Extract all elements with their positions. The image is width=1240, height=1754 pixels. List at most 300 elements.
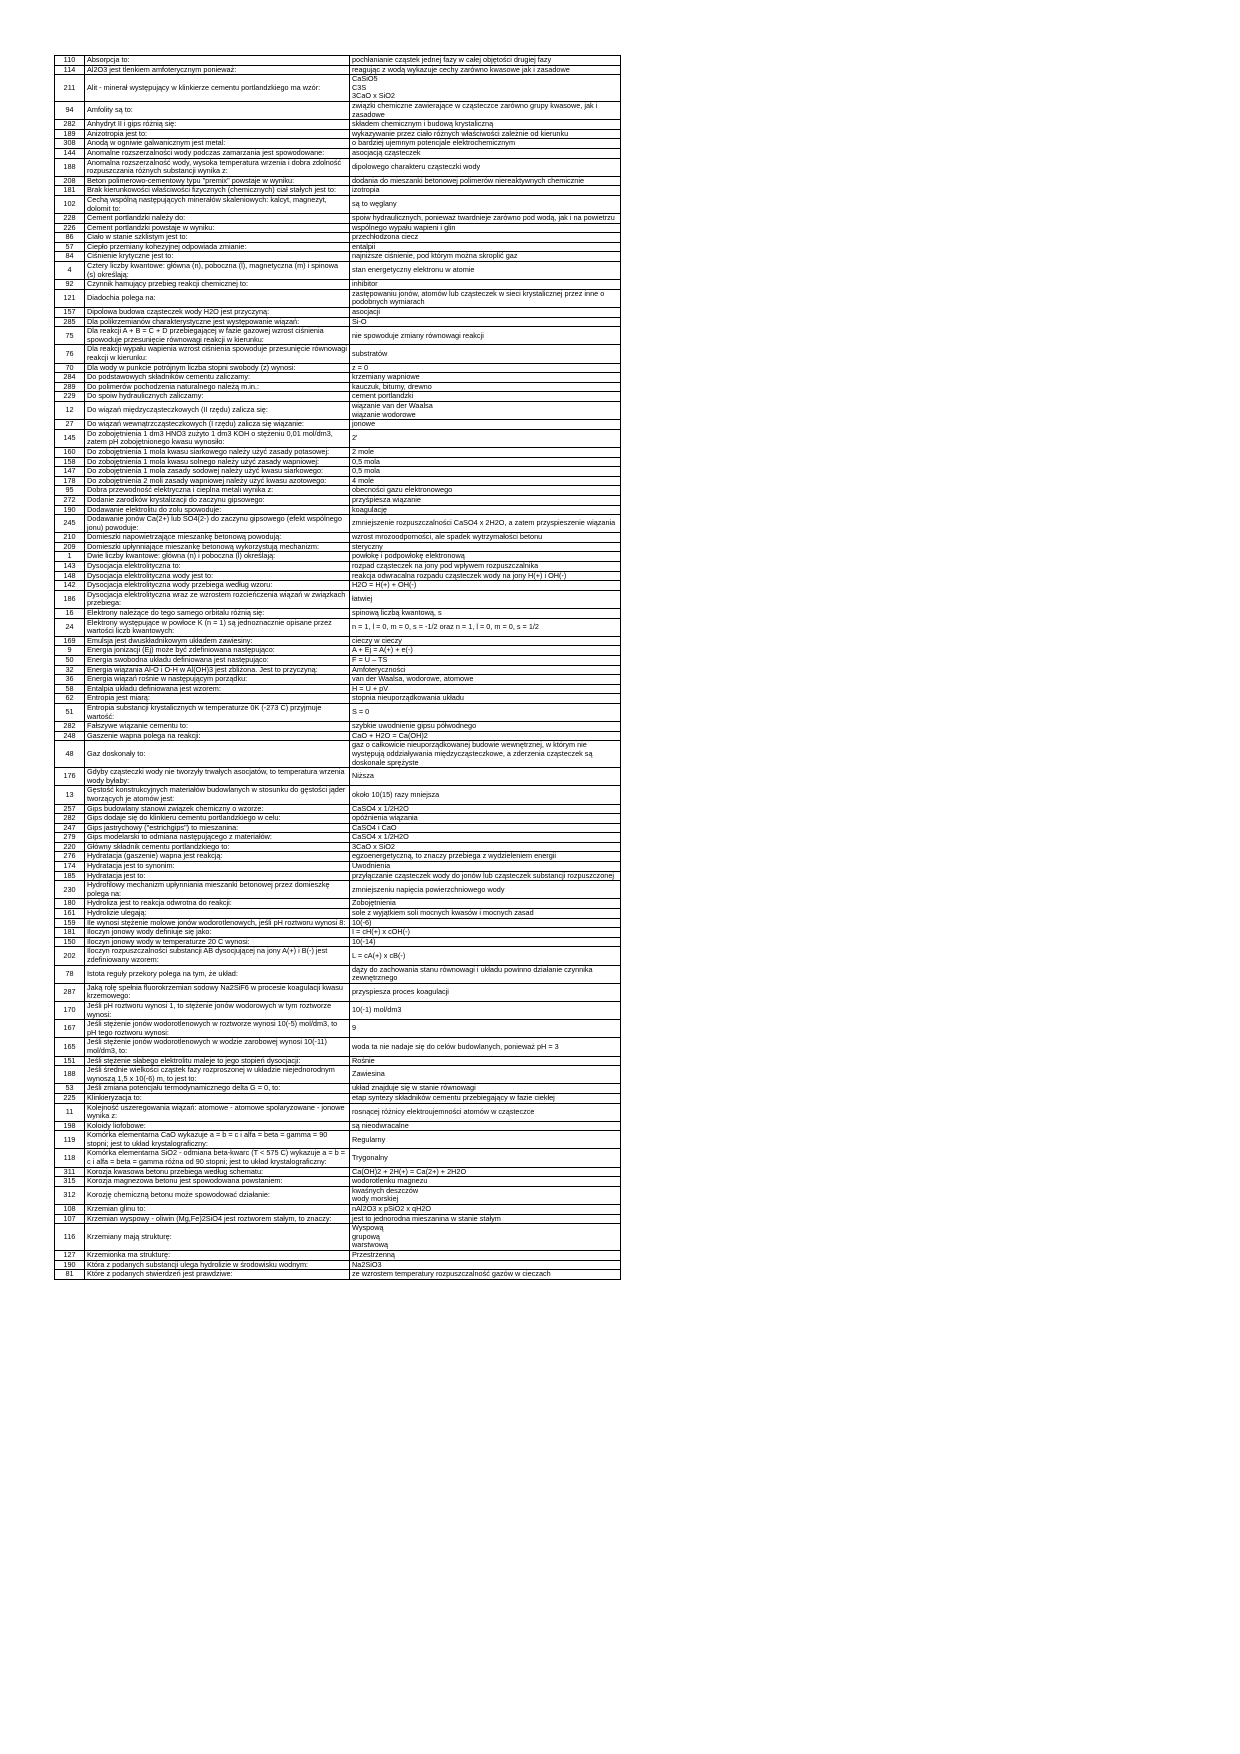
question-text: Hydrofilowy mechanizm upłynniania mieszanki betonowej przez domieszkę polega na: [85,881,350,899]
question-number: 58 [55,684,85,694]
table-row [55,401,621,419]
answer-text: nAl2O3 x pSiO2 x qH2O [350,1205,621,1215]
question-text: Dodawanie elektrolitu do zolu spowoduje: [85,505,350,515]
table-row [55,937,621,947]
table-row [55,983,621,1001]
answer-text: 2 mole [350,447,621,457]
table-row [55,1103,621,1121]
answer-text: steryczny [350,542,621,552]
question-text: Absorpcja to: [85,56,350,66]
question-text: Anomalne rozszerzalności wody podczas zamarzania jest spowodowane: [85,148,350,158]
question-text: Anodą w ogniwie galwanicznym jest metal: [85,139,350,149]
answer-text: dodania do mieszanki betonowej polimerów niereaktywnych chemicznie [350,176,621,186]
answer-text: kauczuk, bitumy, drewno [350,382,621,392]
answer-text: inhibitor [350,280,621,290]
question-number: 158 [55,457,85,467]
table-row [55,1260,621,1270]
answer-text: asocjacją cząsteczek [350,148,621,158]
question-number: 145 [55,429,85,447]
question-text: Ciało w stanie szklistym jest to: [85,233,350,243]
question-text: Krzemiany mają strukturę: [85,1224,350,1251]
answer-text: stopnia nieuporządkowania układu [350,694,621,704]
answer-text: rozpad cząsteczek na jony pod wpływem rozpuszczalnika [350,562,621,572]
table-row [55,618,621,636]
table-row [55,252,621,262]
question-text: Gęstość konstrukcyjnych materiałów budowlanych w stosunku do gęstości jąder tworzących je atomów jest: [85,786,350,804]
answer-text: Przestrzenną [350,1251,621,1261]
table-row [55,214,621,224]
question-text: Elektrony należące do tego samego orbitalu różnią się: [85,609,350,619]
table-row [55,373,621,383]
answer-text: woda ta nie nadaje się do celów budowlanych, ponieważ pH = 3 [350,1038,621,1056]
answer-text: jest to jednorodna mieszanina w stanie stałym [350,1214,621,1224]
question-number: 312 [55,1186,85,1204]
table-row [55,833,621,843]
question-number: 285 [55,317,85,327]
question-text: Dla reakcji A + B = C + D przebiegającej w fazie gazowej wzrost ciśnienia spowoduje przesunięcie równowagi reakcji w kierunku: [85,327,350,345]
question-text: Dodanie zarodków krystalizacji do zaczynu gipsowego: [85,495,350,505]
table-row [55,703,621,721]
question-text: Hydratacja jest to synonim: [85,862,350,872]
question-text: Anizotropia jest to: [85,129,350,139]
answer-text: I = cH(+) x cOH(-) [350,928,621,938]
table-row [55,722,621,732]
table-row [55,1149,621,1167]
question-text: Która z podanych substancji ulega hydrolizie w środowisku wodnym: [85,1260,350,1270]
question-number: 12 [55,401,85,419]
answer-text: wzrost mrozoodporności, ale spadek wytrzymałości betonu [350,533,621,543]
question-number: 13 [55,786,85,804]
table-row [55,148,621,158]
question-text: Energia wiązań rośnie w następującym porządku: [85,675,350,685]
answer-text: reagując z wodą wykazuje cechy zarówno kwasowe jak i zasadowe [350,65,621,75]
question-answer-sheet [54,55,617,1280]
question-text: Beton polimerowo-cementowy typu "premix" powstaje w wyniku: [85,176,350,186]
table-row [55,786,621,804]
question-number: 190 [55,505,85,515]
question-text: Do zobojętnienia 1 mola kwasu siarkowego należy użyć zasady potasowej: [85,447,350,457]
table-row [55,223,621,233]
question-text: Domieszki napowietrzające mieszankę betonową powodują: [85,533,350,543]
table-row [55,842,621,852]
table-row [55,1186,621,1204]
answer-text: wiązanie van der Waalsa wiązanie wodorowe [350,401,621,419]
table-row [55,195,621,213]
question-number: 188 [55,1066,85,1084]
question-text: Entropia jest miarą: [85,694,350,704]
answer-text: van der Waalsa, wodorowe, atomowe [350,675,621,685]
table-row [55,814,621,824]
table-row [55,129,621,139]
question-number: 186 [55,590,85,608]
question-number: 118 [55,1149,85,1167]
table-row [55,476,621,486]
question-text: Dipolowa budowa cząsteczek wody H2O jest przyczyną: [85,308,350,318]
answer-text: 2' [350,429,621,447]
table-row [55,636,621,646]
question-text: Diadochia polega na: [85,289,350,307]
question-number: 11 [55,1103,85,1121]
question-text: Cztery liczby kwantowe: główna (n), poboczna (l), magnetyczna (m) i spinowa (s) określają: [85,262,350,280]
table-row [55,515,621,533]
question-number: 119 [55,1131,85,1149]
question-text: Do wiązań międzycząsteczkowych (II rzędu) zalicza się: [85,401,350,419]
table-row [55,581,621,591]
answer-text: przyspiesza proces koagulacji [350,983,621,1001]
table-row [55,420,621,430]
table-row [55,562,621,572]
table-row [55,457,621,467]
question-text: Anhydryt II i gips różnią się: [85,120,350,130]
answer-text: Amfoteryczności [350,665,621,675]
table-row [55,382,621,392]
question-text: Cement portlandzki powstaje w wyniku: [85,223,350,233]
question-text: Jeśli stężenie jonów wodorotlenowych w roztworze wynosi 10(-5) mol/dm3, to pH tego roztworu wynosi: [85,1020,350,1038]
question-text: Gips modelarski to odmiana następującego z materiałów: [85,833,350,843]
question-text: Komórka elementarna SiO2 - odmiana beta-kwarc (T < 575 C) wykazuje a = b = c i alfa = beta = gamma różna od 90 stopni; jest to układ krystalograficzny: [85,1149,350,1167]
question-number: 311 [55,1167,85,1177]
question-text: Dysocjacja elektrolityczna wody przebiega według wzoru: [85,581,350,591]
question-text: Gips jastrychowy ("estrichgips") to mieszanina: [85,823,350,833]
table-row [55,75,621,102]
table-row [55,120,621,130]
answer-text: koagulację [350,505,621,515]
question-text: Ciśnienie krytyczne jest to: [85,252,350,262]
table-row [55,1020,621,1038]
question-number: 110 [55,56,85,66]
answer-text: Rośnie [350,1056,621,1066]
answer-text: kwaśnych deszczów wody morskiej [350,1186,621,1204]
answer-text: sole z wyjątkiem soli mocnych kwasów i mocnych zasad [350,909,621,919]
question-text: Dla wody w punkcie potrójnym liczba stopni swobody (z) wynosi: [85,363,350,373]
question-number: 220 [55,842,85,852]
question-text: Entropia substancji krystalicznych w temperaturze 0K (-273 C) przyjmuje wartość: [85,703,350,721]
answer-text: spinową liczbą kwantową, s [350,609,621,619]
table-row [55,467,621,477]
answer-text: Uwodnienia [350,862,621,872]
answer-text: wykazywanie przez ciało różnych właściwości zależnie od kierunku [350,129,621,139]
question-number: 282 [55,814,85,824]
table-row [55,1066,621,1084]
answer-text: CaSO4 i CaO [350,823,621,833]
question-text: Jeśli stężenie słabego elektrolitu maleje to jego stopień dysocjacji: [85,1056,350,1066]
answer-text: spoiw hydraulicznych, ponieważ twardnieje zarówno pod wodą, jak i na powietrzu [350,214,621,224]
question-number: 108 [55,1205,85,1215]
question-text: Dysocjacja elektrolityczna wody jest to: [85,571,350,581]
question-text: Klinkieryzacja to: [85,1093,350,1103]
question-number: 208 [55,176,85,186]
answer-text: L = cA(+) x cB(-) [350,947,621,965]
question-text: Jeśli stężenie jonów wodorotlenowych w wodzie zarobowej wynosi 10(-11) mol/dm3, to: [85,1038,350,1056]
table-row [55,909,621,919]
question-text: Krzemian glinu to: [85,1205,350,1215]
table-row [55,542,621,552]
question-number: 247 [55,823,85,833]
question-text: Gdyby cząsteczki wody nie tworzyły trwałych asocjatów, to temperatura wrzenia wody byłaby: [85,768,350,786]
question-number: 180 [55,899,85,909]
question-number: 157 [55,308,85,318]
table-row [55,101,621,119]
table-row [55,505,621,515]
question-number: 4 [55,262,85,280]
question-number: 282 [55,120,85,130]
question-text: Energia swobodna układu definiowana jest następująco: [85,656,350,666]
question-number: 209 [55,542,85,552]
table-row [55,804,621,814]
answer-text: z = 0 [350,363,621,373]
table-row [55,590,621,608]
answer-text: cieczy w cieczy [350,636,621,646]
table-row [55,899,621,909]
answer-text: obecności gazu elektronowego [350,486,621,496]
table-row [55,317,621,327]
answer-text: wspólnego wypału wapieni i glin [350,223,621,233]
table-row [55,262,621,280]
question-text: Do polimerów pochodzenia naturalnego należą m.in.: [85,382,350,392]
question-text: Komórka elementarna CaO wykazuje a = b = c i alfa = beta = gamma = 90 stopni; jest to układ krystalograficzny: [85,1131,350,1149]
table-row [55,65,621,75]
question-number: 144 [55,148,85,158]
question-number: 188 [55,158,85,176]
question-text: Jaką rolę spełnia fluorokrzemian sodowy Na2SiF6 w procesie koagulacji kwasu krzemowego: [85,983,350,1001]
answer-text: 4 mole [350,476,621,486]
question-number: 289 [55,382,85,392]
question-text: Do zobojętnienia 1 dm3 HNO3 zużyto 1 dm3 KOH o stężeniu 0,01 mol/dm3, zatem pH zobojętnionego kwasu wynosiło: [85,429,350,447]
qa-table-body [55,56,621,1280]
question-number: 95 [55,486,85,496]
answer-text: n = 1, l = 0, m = 0, s = -1/2 oraz n = 1, l = 0, m = 0, s = 1/2 [350,618,621,636]
question-text: Korozja magnezowa betonu jest spowodowana powstaniem: [85,1177,350,1187]
question-text: Do zobojętnienia 1 mola kwasu solnego należy użyć zasady wapniowej: [85,457,350,467]
table-row [55,1121,621,1131]
question-number: 48 [55,741,85,768]
table-row [55,495,621,505]
answer-text: gaz o całkowicie nieuporządkowanej budowie wewnętrznej, w którym nie występują oddziaływania międzycząsteczkowe, a zderzenia cząsteczek są doskonale sprężyste [350,741,621,768]
question-number: 284 [55,373,85,383]
question-text: Entalpia układu definiowana jest wzorem: [85,684,350,694]
answer-text: układ znajduje się w stanie równowagi [350,1084,621,1094]
question-text: Korozja kwasowa betonu przebiega według schematu: [85,1167,350,1177]
question-number: 114 [55,65,85,75]
answer-text: składem chemicznym i budową krystaliczną [350,120,621,130]
question-text: Energia wiązania Al-O i O-H w Al(OH)3 jest zbliżona. Jest to przyczyną: [85,665,350,675]
question-number: 150 [55,937,85,947]
question-number: 181 [55,186,85,196]
question-number: 159 [55,918,85,928]
table-row [55,881,621,899]
table-row [55,947,621,965]
answer-text: dąży do zachowania stanu równowagi i układu powinno działanie czynnika zewnętrznego [350,965,621,983]
question-number: 86 [55,233,85,243]
question-number: 92 [55,280,85,290]
question-text: Fałszywe wiązanie cementu to: [85,722,350,732]
question-text: Do spoiw hydraulicznych zaliczamy: [85,392,350,402]
answer-text: są nieodwracalne [350,1121,621,1131]
table-row [55,1270,621,1280]
question-number: 181 [55,928,85,938]
question-text: Ciepło przemiany kohezyjnej odpowiada zmianie: [85,242,350,252]
question-number: 151 [55,1056,85,1066]
question-number: 230 [55,881,85,899]
table-row [55,327,621,345]
table-row [55,56,621,66]
question-number: 176 [55,768,85,786]
question-number: 75 [55,327,85,345]
question-number: 229 [55,392,85,402]
answer-text: CaSiO5 C3S 3CaO x SiO2 [350,75,621,102]
question-text: Iloczyn jonowy wody w temperaturze 20 C wynosi: [85,937,350,947]
question-number: 210 [55,533,85,543]
answer-text: krzemiany wapniowe [350,373,621,383]
question-number: 160 [55,447,85,457]
answer-text: S = 0 [350,703,621,721]
answer-text: najniższe ciśnienie, pod którym można skroplić gaz [350,252,621,262]
question-number: 116 [55,1224,85,1251]
table-row [55,1084,621,1094]
question-number: 248 [55,731,85,741]
question-text: Domieszki upłynniające mieszankę betonową wykorzystują mechanizm: [85,542,350,552]
question-text: Iloczyn rozpuszczalności substancji AB dysocjującej na jony A(+) i B(-) jest zdefiniowany wzorem: [85,947,350,965]
question-text: Korozję chemiczną betonu może spowodować działanie: [85,1186,350,1204]
table-row [55,1131,621,1149]
question-number: 1 [55,552,85,562]
answer-text: Niższa [350,768,621,786]
answer-text: wodorotlenku magnezu [350,1177,621,1187]
answer-text: CaO + H2O = Ca(OH)2 [350,731,621,741]
answer-text: Trygonalny [350,1149,621,1167]
question-text: Hydratacja jest to: [85,871,350,881]
question-text: Hydrolizie ulegają: [85,909,350,919]
question-text: Dla reakcji wypału wapienia wzrost ciśnienia spowoduje przesunięcie równowagi reakcji w kierunku: [85,345,350,363]
question-text: Dla polikrzemianów charakterystyczne jest występowanie wiązań: [85,317,350,327]
question-number: 225 [55,1093,85,1103]
table-row [55,1056,621,1066]
answer-text: związki chemiczne zawierające w cząsteczce zarówno grupy kwasowe, jak i zasadowe [350,101,621,119]
answer-text: asocjacji [350,308,621,318]
answer-text: nie spowoduje zmiany równowagi reakcji [350,327,621,345]
question-number: 84 [55,252,85,262]
question-number: 315 [55,1177,85,1187]
question-text: Główny składnik cementu portlandzkiego to: [85,842,350,852]
answer-text: CaSO4 x 1/2H2O [350,833,621,843]
table-row [55,684,621,694]
answer-text: H2O = H(+) + OH(-) [350,581,621,591]
question-number: 70 [55,363,85,373]
answer-text: 10(-6) [350,918,621,928]
question-number: 185 [55,871,85,881]
answer-text: są to węglany [350,195,621,213]
table-row [55,139,621,149]
table-row [55,1224,621,1251]
table-row [55,665,621,675]
qa-table [54,55,621,1280]
question-text: Do zobojętnienia 2 moli zasady wapniowej należy użyć kwasu azotowego: [85,476,350,486]
table-row [55,447,621,457]
answer-text: rosnącej różnicy elektroujemności atomów w cząsteczce [350,1103,621,1121]
table-row [55,571,621,581]
question-number: 287 [55,983,85,1001]
table-row [55,823,621,833]
question-number: 308 [55,139,85,149]
table-row [55,242,621,252]
question-text: Dodawanie jonów Ca(2+) lub SO4(2-) do zaczynu gipsowego (efekt wspólnego jonu) powoduje: [85,515,350,533]
question-text: Do podstawowych składników cementu zaliczamy: [85,373,350,383]
answer-text: o bardziej ujemnym potencjale elektrochemicznym [350,139,621,149]
question-number: 36 [55,675,85,685]
table-row [55,1251,621,1261]
question-number: 147 [55,467,85,477]
question-number: 127 [55,1251,85,1261]
question-number: 198 [55,1121,85,1131]
table-row [55,656,621,666]
question-number: 32 [55,665,85,675]
question-text: Cement portlandzki należy do: [85,214,350,224]
question-text: Jeśli średnie wielkości cząstek fazy rozproszonej w układzie niejednorodnym wynoszą 1,5 x 10(-6) m, to jest to: [85,1066,350,1084]
question-text: Brak kierunkowości właściwości fizycznych (chemicznych) ciał stałych jest to: [85,186,350,196]
answer-text: izotropia [350,186,621,196]
answer-text: zastępowaniu jonów, atomów lub cząsteczek w sieci krystalicznej przez inne o podobnych wymiarach [350,289,621,307]
answer-text: stan energetyczny elektronu w atomie [350,262,621,280]
question-number: 62 [55,694,85,704]
question-text: Hydratacja (gaszenie) wapna jest reakcją: [85,852,350,862]
question-number: 121 [55,289,85,307]
question-text: Które z podanych stwierdzeń jest prawdziwe: [85,1270,350,1280]
question-text: Energia jonizacji (Ej) może być zdefiniowana następująco: [85,646,350,656]
question-number: 57 [55,242,85,252]
question-number: 202 [55,947,85,965]
question-number: 142 [55,581,85,591]
question-number: 170 [55,1001,85,1019]
question-number: 102 [55,195,85,213]
question-text: Jeśli pH roztworu wynosi 1, to stężenie jonów wodorowych w tym roztworze wynosi: [85,1001,350,1019]
answer-text: 0,5 mola [350,457,621,467]
table-row [55,871,621,881]
table-row [55,1038,621,1056]
answer-text: 0,5 mola [350,467,621,477]
answer-text: szybkie uwodnienie gipsu półwodnego [350,722,621,732]
answer-text: CaSO4 x 1/2H2O [350,804,621,814]
table-row [55,186,621,196]
answer-text: około 10(15) razy mniejsza [350,786,621,804]
question-text: Dysocjacja elektrolityczna to: [85,562,350,572]
answer-text: A + Ej = A(+) + e(-) [350,646,621,656]
question-text: Dobra przewodność elektryczna i cieplna metali wynika z: [85,486,350,496]
answer-text: przyśpiesza wiązanie [350,495,621,505]
question-number: 282 [55,722,85,732]
question-number: 211 [55,75,85,102]
question-text: Dwie liczby kwantowe: główna (n) i poboczna (l) określają: [85,552,350,562]
table-row [55,768,621,786]
answer-text: Zobojętnienia [350,899,621,909]
question-text: Al2O3 jest tlenkiem amfoterycznym ponieważ: [85,65,350,75]
table-row [55,731,621,741]
answer-text: Na2SiO3 [350,1260,621,1270]
question-text: Amfolity są to: [85,101,350,119]
table-row [55,862,621,872]
answer-text: 9 [350,1020,621,1038]
question-text: Do zobojętnienia 1 mola zasady sodowej należy użyć kwasu siarkowego: [85,467,350,477]
answer-text: powłokę i podpowłokę elektronową [350,552,621,562]
answer-text: F = U – TS [350,656,621,666]
answer-text: 3CaO x SiO2 [350,842,621,852]
answer-text: pochłanianie cząstek jednej fazy w całej objętości drugiej fazy [350,56,621,66]
question-number: 257 [55,804,85,814]
table-row [55,429,621,447]
question-number: 51 [55,703,85,721]
question-number: 9 [55,646,85,656]
answer-text: jonowe [350,420,621,430]
answer-text: przyłączanie cząsteczek wody do jonów lub cząsteczek substancji rozpuszczonej [350,871,621,881]
